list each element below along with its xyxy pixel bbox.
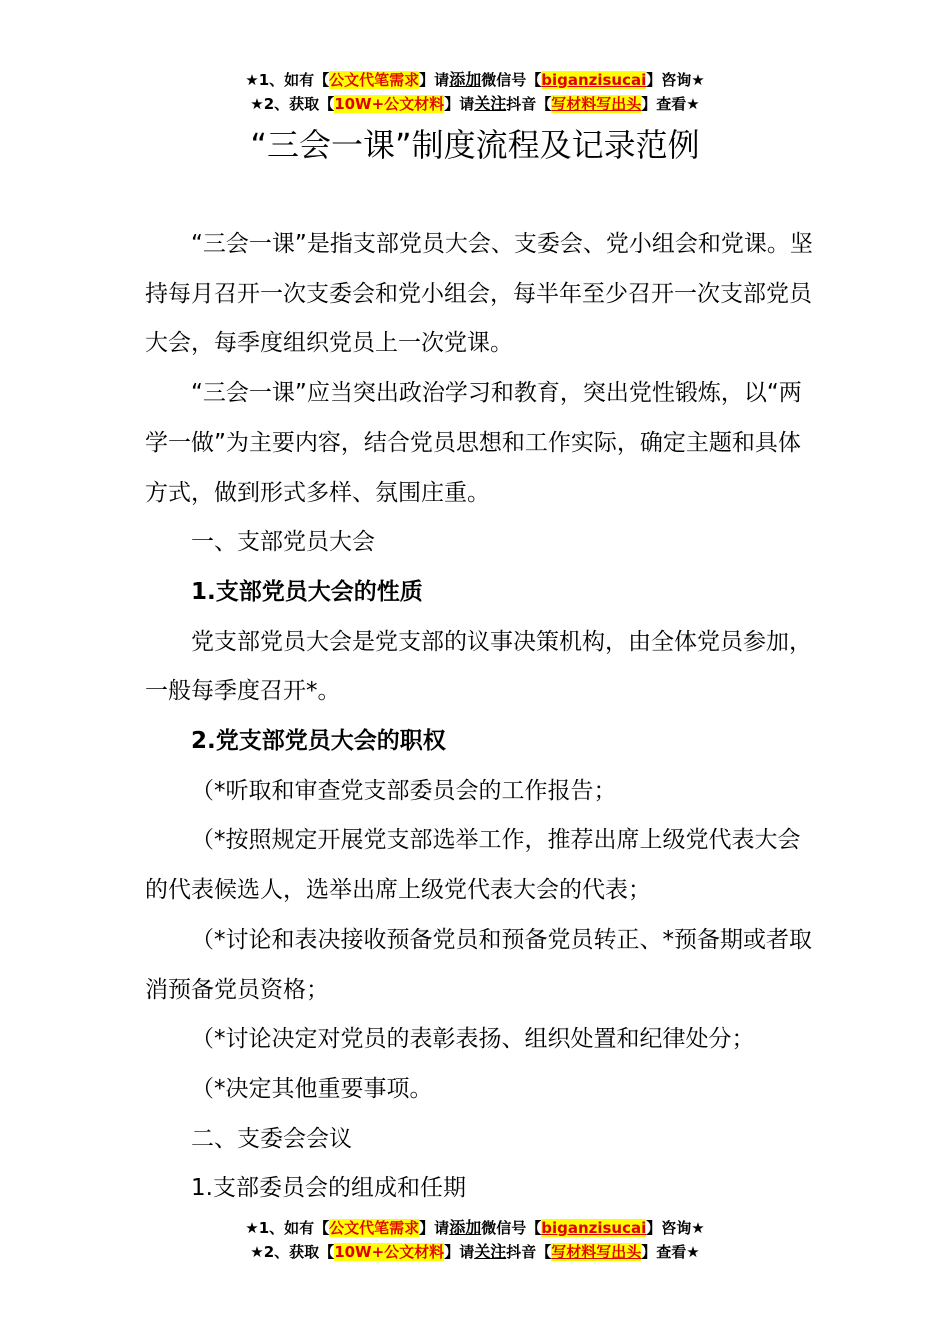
highlight-materials: 10W+公文材料	[334, 1243, 445, 1261]
list-item: （*讨论决定对党员的表彰表扬、组织处置和纪律处分；	[191, 1026, 755, 1053]
paragraph: “三会一课”应当突出政治学习和教育，突出党性锻炼，以“两学一做”为主要内容，结合党员思想和工作实际，确定主题和具体方式，做到形式多样、氛围庄重。	[145, 380, 802, 506]
banner-line-2: ★2、获取【10W+公文材料】请关注抖音【写材料写出头】查看★	[250, 94, 700, 113]
banner-line-2: ★2、获取【10W+公文材料】请关注抖音【写材料写出头】查看★	[250, 1242, 700, 1261]
section-heading: 二、支委会会议	[191, 1125, 352, 1152]
underlined-add: 添加	[449, 1218, 482, 1237]
wechat-id-link[interactable]: biganzisucai	[541, 71, 647, 89]
highlight-service: 公文代笔需求	[329, 1219, 420, 1237]
douyin-account-link[interactable]: 写材料写出头	[551, 95, 642, 113]
banner-line-1: ★1、如有【公文代笔需求】请添加微信号【biganzisucai】咨询★	[245, 1218, 705, 1237]
banner-line-1: ★1、如有【公文代笔需求】请添加微信号【biganzisucai】咨询★	[245, 70, 705, 89]
list-item: （*决定其他重要事项。	[191, 1075, 433, 1102]
footer-banner	[0, 1216, 950, 1264]
underlined-add: 添加	[449, 70, 482, 89]
document-title: “三会一课”制度流程及记录范例	[250, 126, 700, 164]
douyin-account-link[interactable]: 写材料写出头	[551, 1243, 642, 1261]
document-body	[145, 220, 815, 1214]
header-banner	[0, 68, 950, 116]
list-item: （*听取和审查党支部委员会的工作报告；	[191, 777, 617, 804]
paragraph: 党支部党员大会是党支部的议事决策机构，由全体党员参加，一般每季度召开*。	[145, 628, 812, 705]
highlight-service: 公文代笔需求	[329, 71, 420, 89]
wechat-id-link[interactable]: biganzisucai	[541, 1219, 647, 1237]
subsection-heading: 2.党支部党员大会的职权	[191, 728, 446, 755]
section-heading: 一、支部党员大会	[191, 529, 375, 556]
subsection-heading: 1.支部党员大会的性质	[191, 578, 423, 605]
paragraph: “三会一课”是指支部党员大会、支委会、党小组会和党课。坚持每月召开一次支委会和党小组会，每半年至少召开一次支部党员大会，每季度组织党员上一次党课。	[145, 231, 813, 357]
subsection-heading: 1.支部委员会的组成和任期	[191, 1175, 466, 1202]
highlight-materials: 10W+公文材料	[334, 95, 445, 113]
list-item: （*按照规定开展党支部选举工作，推荐出席上级党代表大会的代表候选人，选举出席上级党代表大会的代表；	[145, 827, 801, 904]
underlined-follow: 关注	[474, 94, 507, 113]
list-item: （*讨论和表决接收预备党员和预备党员转正、*预备期或者取消预备党员资格；	[145, 926, 812, 1003]
underlined-follow: 关注	[474, 1242, 507, 1261]
